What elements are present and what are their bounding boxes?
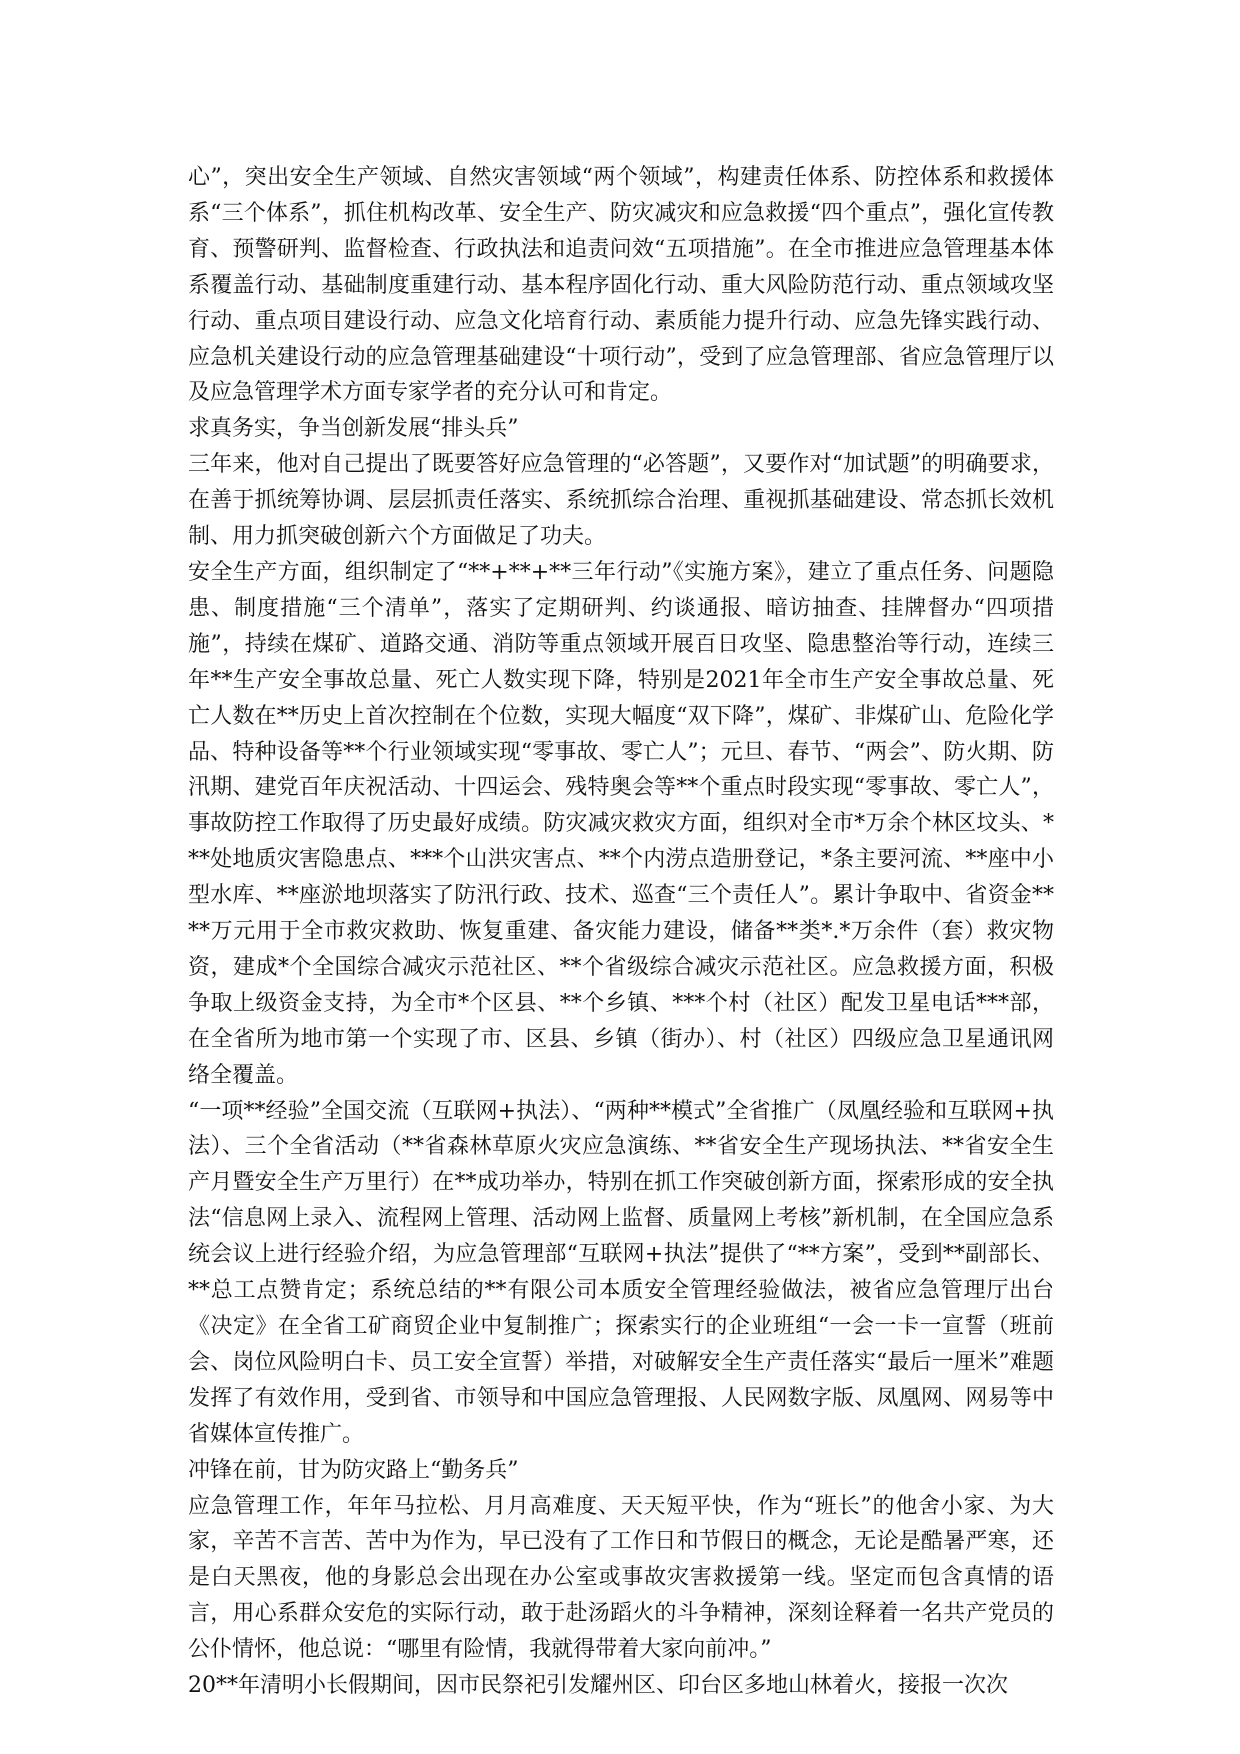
paragraph-intro-continuation: 心”，突出安全生产领域、自然灾害领域“两个领域”，构建责任体系、防控体系和救援体系“三个体系”，抓住机构改革、安全生产、防灾减灾和应急救援“四个重点”，强化宣传教育、预警研判、监督检查、行政执法和追责问效“五项措施”。在全市推进应急管理基本体系覆盖行动、基础制度重建行动、基本程序固化行动、重大风险防范行动、重点领域攻坚行动、重点项目建设行动、应急文化培育行动、素质能力提升行动、应急先锋实践行动、应急机关建设行动的应急管理基础建设“十项行动”，受到了应急管理部、省应急管理厅以及应急管理学术方面专家学者的充分认可和肯定。 xyxy=(188,165,1054,406)
section-heading-frontline: 冲锋在前，甘为防灾路上“勤务兵” xyxy=(188,1457,519,1483)
document-body xyxy=(188,160,1054,1704)
section-heading-innovation: 求真务实，争当创新发展“排头兵” xyxy=(188,416,519,442)
paragraph-emergency-work: 应急管理工作，年年马拉松、月月高难度、天天短平快，作为“班长”的他舍小家、为大家，辛苦不言苦、苦中为作为，早已没有了工作日和节假日的概念，无论是酷暑严寒，还是白天黑夜，他的身影总会出现在办公室或事故灾害救援第一线。坚定而包含真情的语言，用心系群众安危的实际行动，敢于赴汤蹈火的斗争精神，深刻诠释着一名共产党员的公仆情怀，他总说：“哪里有险情，我就得带着大家向前冲。” xyxy=(188,1493,1054,1663)
paragraph-qingming-fire: 20**年清明小长假期间，因市民祭祀引发耀州区、印台区多地山林着火，接报一次次 xyxy=(188,1673,1008,1699)
paragraph-experience-promotion: “一项**经验”全国交流（互联网+执法）、“两种**模式”全省推广（凤凰经验和互联网+执法）、三个全省活动（**省森林草原火灾应急演练、**省安全生产现场执法、**省安全生产月暨安全生产万里行）在**成功举办，特别在抓工作突破创新方面，探索形成的安全执法“信息网上录入、流程网上管理、活动网上监督、质量网上考核”新机制，在全国应急系统会议上进行经验介绍，为应急管理部“互联网+执法”提供了“**方案”，受到**副部长、**总工点赞肯定；系统总结的**有限公司本质安全管理经验做法，被省应急管理厅出台《决定》在全省工矿商贸企业中复制推广；探索实行的企业班组“一会一卡一宣誓（班前会、岗位风险明白卡、员工安全宣誓）举措，对破解安全生产责任落实“最后一厘米”难题发挥了有效作用，受到省、市领导和中国应急管理报、人民网数字版、凤凰网、网易等中省媒体宣传推广。 xyxy=(188,1098,1054,1447)
paragraph-three-years: 三年来，他对自己提出了既要答好应急管理的“必答题”，又要作对“加试题”的明确要求，在善于抓统筹协调、层层抓责任落实、系统抓综合治理、重视抓基础建设、常态抓长效机制、用力抓突破创新六个方面做足了功夫。 xyxy=(188,452,1054,550)
paragraph-safety-production: 安全生产方面，组织制定了“**+**+**三年行动”《实施方案》，建立了重点任务、问题隐患、制度措施“三个清单”，落实了定期研判、约谈通报、暗访抽查、挂牌督办“四项措施”，持续在煤矿、道路交通、消防等重点领域开展百日攻坚、隐患整治等行动，连续三年**生产安全事故总量、死亡人数实现下降，特别是2021年全市生产安全事故总量、死亡人数在**历史上首次控制在个位数，实现大幅度“双下降”，煤矿、非煤矿山、危险化学品、特种设备等**个行业领域实现“零事故、零亡人”；元旦、春节、“两会”、防火期、防汛期、建党百年庆祝活动、十四运会、残特奥会等**个重点时段实现“零事故、零亡人”，事故防控工作取得了历史最好成绩。防灾减灾救灾方面，组织对全市*万余个林区坟头、***处地质灾害隐患点、***个山洪灾害点、**个内涝点造册登记，*条主要河流、**座中小型水库、**座淤地坝落实了防汛行政、技术、巡查“三个责任人”。累计争取中、省资金****万元用于全市救灾救助、恢复重建、备灾能力建设，储备**类*.*万余件（套）救灾物资，建成*个全国综合减灾示范社区、**个省级综合减灾示范社区。应急救援方面，积极争取上级资金支持，为全市*个区县、**个乡镇、***个村（社区）配发卫星电话***部，在全省所为地市第一个实现了市、区县、乡镇（街办）、村（社区）四级应急卫星通讯网络全覆盖。 xyxy=(188,559,1054,1088)
